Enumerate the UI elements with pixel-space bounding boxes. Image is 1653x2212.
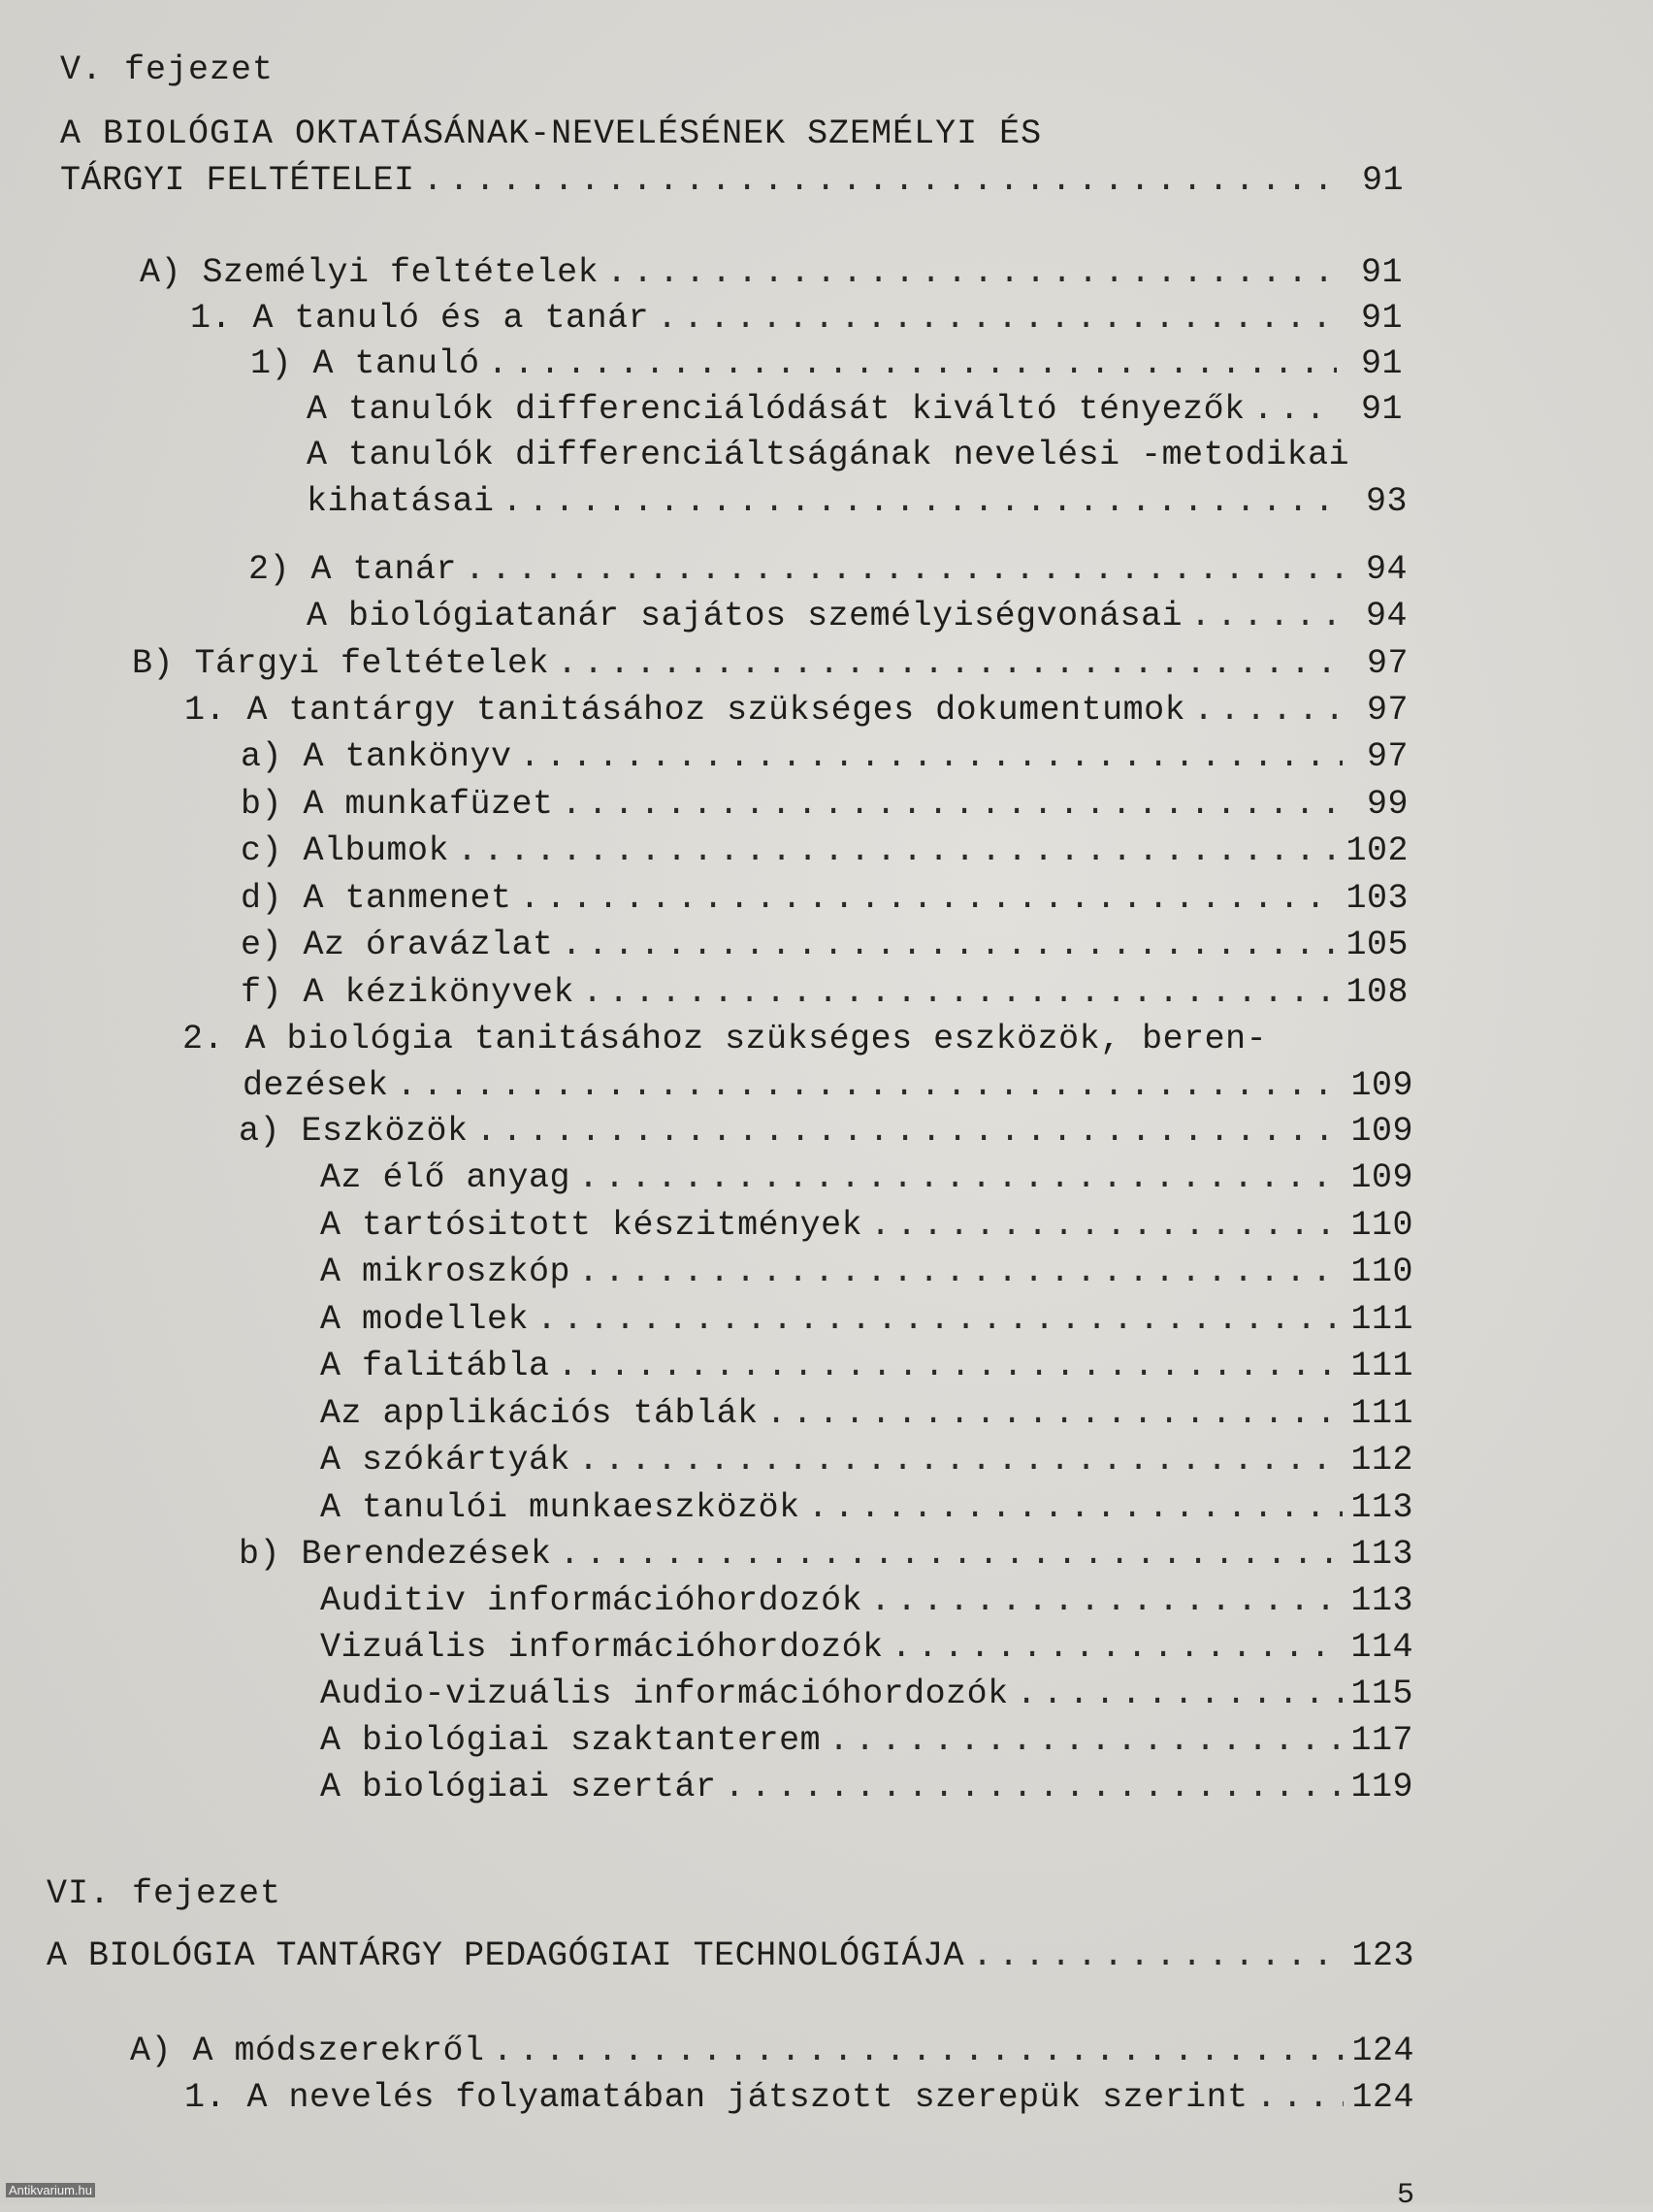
toc-entry-page: 109: [1350, 1066, 1413, 1105]
leader-dots: [578, 1249, 1343, 1295]
leader-dots: [476, 1108, 1344, 1155]
toc-entry: [320, 1296, 1413, 1343]
leader-dots: [972, 1933, 1344, 1979]
toc-entry-text: TÁRGYI FELTÉTELEI: [60, 161, 415, 200]
leader-dots: [870, 1578, 1343, 1624]
toc-entry-page: 108: [1345, 973, 1409, 1012]
leader-dots: [1193, 687, 1343, 733]
toc-entry-page: 110: [1350, 1206, 1413, 1245]
toc-entry: [140, 249, 1403, 296]
toc-entry-page: 91: [1360, 299, 1403, 338]
toc-entry-text: A BIOLÓGIA TANTÁRGY PEDAGÓGIAI TECHNOLÓGIÁJA: [47, 1936, 965, 1975]
toc-entry-page: 102: [1345, 831, 1409, 870]
toc-entry-page: 109: [1350, 1158, 1413, 1197]
leader-dots: [457, 828, 1338, 874]
toc-entry-page: 113: [1350, 1535, 1413, 1574]
leader-dots: [520, 875, 1339, 922]
toc-entry: [241, 969, 1409, 1016]
toc-entry-page: 113: [1350, 1581, 1413, 1620]
leader-dots: [397, 1062, 1344, 1109]
toc-entry: [243, 1062, 1413, 1109]
toc-entry-page: 124: [1351, 2078, 1414, 2117]
toc-entry-page: 109: [1350, 1112, 1413, 1151]
toc-entry-text: a) A tankönyv: [241, 737, 512, 776]
toc-entry: [241, 828, 1409, 874]
toc-entry: [132, 640, 1409, 687]
toc-entry: [241, 922, 1409, 968]
toc-entry-text: 1. A tantárgy tanitásához szükséges dokumentumok: [184, 691, 1186, 730]
leader-dots: [488, 341, 1337, 387]
leader-dots: [578, 1437, 1343, 1483]
toc-entry: [320, 1390, 1413, 1437]
leader-dots: [1253, 386, 1337, 433]
leader-dots: [725, 1764, 1344, 1810]
toc-entry: [182, 1016, 1409, 1062]
toc-entry: [307, 478, 1408, 525]
toc-entry-text: A tanulói munkaeszközök: [320, 1488, 800, 1527]
toc-entry-page: 103: [1345, 879, 1409, 918]
leader-dots: [423, 157, 1338, 204]
leader-dots: [536, 1296, 1343, 1343]
toc-entry-text: Auditiv információhordozók: [320, 1581, 863, 1620]
toc-entry-text: a) Eszközök: [239, 1112, 469, 1151]
leader-dots: [1017, 1671, 1344, 1717]
toc-entry: [320, 1343, 1413, 1389]
leader-dots: [557, 640, 1343, 687]
toc-entry-page: 123: [1351, 1936, 1414, 1975]
toc-entry-text: b) Berendezések: [239, 1535, 552, 1574]
toc-entry-text: dezések: [243, 1066, 389, 1105]
toc-entry-page: 115: [1350, 1675, 1413, 1713]
leader-dots: [558, 1343, 1344, 1389]
toc-entry: [320, 1717, 1413, 1764]
toc-entry-text: e) Az óravázlat: [241, 926, 554, 964]
toc-entry-page: 94: [1365, 597, 1408, 635]
toc-entry: [320, 1484, 1413, 1531]
toc-entry-text: kihatásai: [307, 482, 495, 521]
toc-entry-page: 93: [1365, 482, 1408, 521]
toc-entry-text: A) Személyi feltételek: [140, 253, 600, 292]
toc-entry-page: 105: [1345, 926, 1409, 964]
page-number: 5: [1397, 2179, 1415, 2212]
toc-entry-page: 111: [1350, 1394, 1413, 1433]
toc-entry: [241, 733, 1409, 780]
toc-entry-text: d) A tanmenet: [241, 879, 512, 918]
toc-entry-page: 124: [1351, 2032, 1414, 2070]
toc-entry-text: A modellek: [320, 1300, 530, 1339]
toc-entry-text: A mikroszkóp: [320, 1252, 571, 1291]
toc-entry-text: A szókártyák: [320, 1441, 571, 1480]
toc-entry-text: A tanulók differenciáltságának nevelési -metodikai: [307, 436, 1350, 474]
toc-entry: [320, 1202, 1413, 1249]
chapter-5-label: V. fejezet: [60, 50, 275, 89]
toc-entry-page: 97: [1366, 644, 1409, 683]
toc-entry: [190, 295, 1403, 342]
leader-dots: [657, 295, 1337, 342]
toc-entry: [320, 1437, 1413, 1483]
toc-entry-text: B) Tárgyi feltételek: [132, 644, 550, 683]
watermark: Antikvarium.hu: [6, 2183, 95, 2197]
leader-dots: [465, 546, 1342, 593]
toc-entry: [320, 1249, 1413, 1295]
toc-entry-text: A tartósitott készitmények: [320, 1206, 863, 1245]
toc-entry-page: 111: [1350, 1347, 1413, 1385]
toc-entry-page: 113: [1350, 1488, 1413, 1527]
leader-dots: [562, 922, 1339, 968]
toc-entry: [239, 1108, 1413, 1155]
toc-entry-text: A biológiai szaktanterem: [320, 1721, 822, 1760]
leader-dots: [562, 781, 1343, 828]
toc-entry-text: 2) A tanár: [248, 550, 458, 589]
toc-entry-page: 119: [1350, 1768, 1413, 1806]
toc-entry-text: 2. A biológia tanitásához szükséges eszközök, beren-: [182, 1020, 1268, 1058]
leader-dots: [891, 1624, 1344, 1671]
toc-entry-text: Az applikációs táblák: [320, 1394, 759, 1433]
chapter-6-label: VI. fejezet: [47, 1874, 282, 1913]
toc-entry: [248, 546, 1408, 593]
leader-dots: [493, 2028, 1345, 2074]
toc-entry: [184, 687, 1409, 733]
toc-entry-page: 91: [1361, 161, 1404, 200]
leader-dots: [1190, 593, 1342, 639]
leader-dots: [560, 1531, 1344, 1578]
leader-dots: [766, 1390, 1344, 1437]
toc-entry-text: A) A módszerekről: [130, 2032, 485, 2070]
toc-entry-text: A biológiatanár sajátos személyiségvonásai: [307, 597, 1183, 635]
leader-dots: [828, 1717, 1343, 1764]
toc-entry-page: 110: [1350, 1252, 1413, 1291]
leader-dots: [578, 1155, 1343, 1201]
toc-entry: [239, 1531, 1413, 1578]
toc-entry: [320, 1671, 1413, 1717]
toc-entry-page: 117: [1350, 1721, 1413, 1760]
toc-entry-page: 97: [1366, 737, 1409, 776]
toc-entry-text: c) Albumok: [241, 831, 450, 870]
leader-dots: [520, 733, 1343, 780]
toc-entry-text: A biológiai szertár: [320, 1768, 717, 1806]
toc-entry: [241, 875, 1409, 922]
leader-dots: [808, 1484, 1344, 1531]
toc-entry-page: 111: [1350, 1300, 1413, 1339]
chapter-5-title-line1: A BIOLÓGIA OKTATÁSÁNAK-NEVELÉSÉNEK SZEMÉLYI ÉS: [60, 114, 1043, 153]
toc-entry-page: 94: [1365, 550, 1408, 589]
leader-dots: [582, 969, 1338, 1016]
toc-entry-text: 1. A nevelés folyamatában játszott szerepük szerint: [184, 2078, 1248, 2117]
toc-entry: [307, 386, 1403, 433]
toc-entry-page: 99: [1366, 785, 1409, 824]
toc-entry: [320, 1155, 1413, 1201]
toc-entry: [320, 1578, 1413, 1624]
toc-entry: [250, 341, 1403, 387]
toc-entry-text: 1. A tanuló és a tanár: [190, 299, 650, 338]
toc-entry: [320, 1624, 1413, 1671]
toc-entry-text: Vizuális információhordozók: [320, 1628, 884, 1667]
chapter-5-title-line2: [60, 157, 1404, 204]
toc-entry-text: A tanulók differenciálódását kiváltó tényezők: [307, 390, 1246, 429]
leader-dots: [1256, 2074, 1345, 2121]
toc-entry: [241, 781, 1409, 828]
toc-entry-text: A falitábla: [320, 1347, 550, 1385]
leader-dots: [502, 478, 1342, 525]
toc-entry: [307, 593, 1408, 639]
toc-entry-text: Audio-vizuális információhordozók: [320, 1675, 1009, 1713]
toc-entry-page: 91: [1360, 390, 1403, 429]
toc-entry-page: 114: [1350, 1628, 1413, 1667]
toc-entry-page: 91: [1360, 344, 1403, 383]
leader-dots: [870, 1202, 1343, 1249]
toc-entry: [130, 2028, 1414, 2074]
chapter-6-title: [47, 1933, 1414, 1979]
toc-entry: [307, 432, 1403, 478]
toc-entry-page: 112: [1350, 1441, 1413, 1480]
toc-entry-text: 1) A tanuló: [250, 344, 480, 383]
toc-entry-page: 97: [1366, 691, 1409, 730]
toc-entry-text: b) A munkafüzet: [241, 785, 554, 824]
toc-entry: [320, 1764, 1413, 1810]
leader-dots: [606, 249, 1337, 296]
toc-entry-text: Az élő anyag: [320, 1158, 571, 1197]
toc-entry: [184, 2074, 1414, 2121]
toc-entry-page: 91: [1360, 253, 1403, 292]
toc-entry-text: f) A kézikönyvek: [241, 973, 575, 1012]
